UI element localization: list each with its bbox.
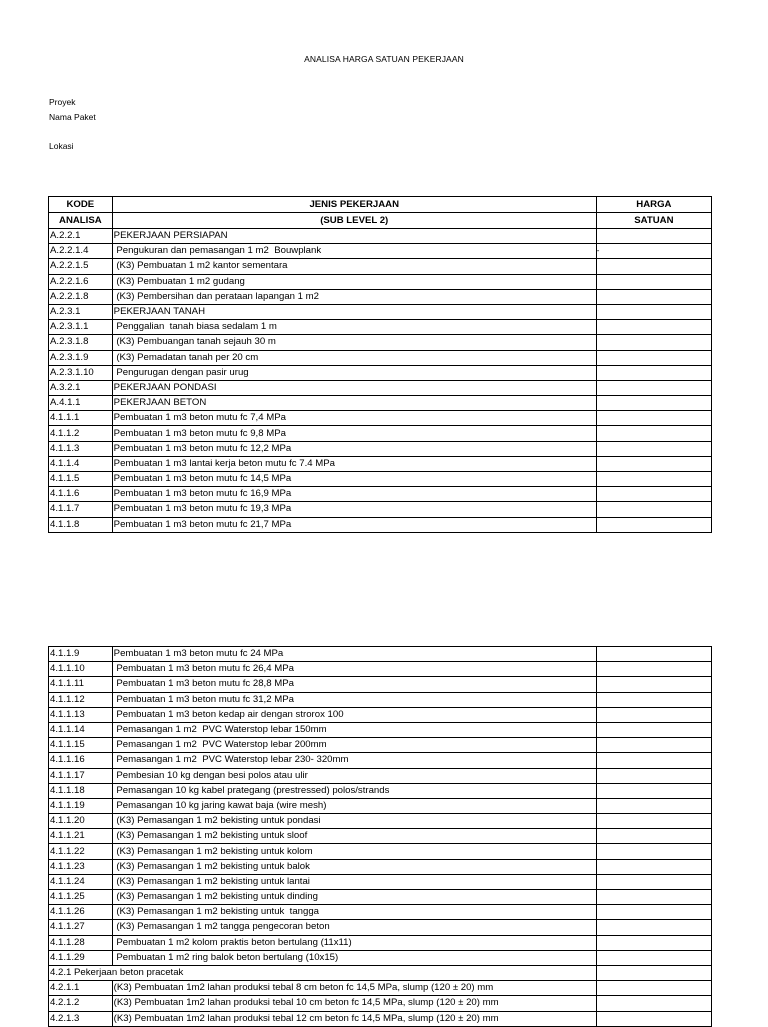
jenis-pekerjaan-cell: (K3) Pemasangan 1 m2 bekisting untuk kolom: [112, 844, 596, 859]
header-analisa: ANALISA: [49, 213, 113, 229]
table-row: [49, 396, 712, 411]
harga-satuan-cell: [596, 647, 711, 662]
jenis-pekerjaan-cell: (K3) Pemasangan 1 m2 bekisting untuk dinding: [112, 890, 596, 905]
kode-analisa-cell: 4.1.1.16: [49, 753, 113, 768]
jenis-pekerjaan-cell: Pembuatan 1 m2 ring balok beton bertulang (10x15): [112, 950, 596, 965]
kode-analisa-cell: 4.1.1.19: [49, 798, 113, 813]
table-body-2: [49, 647, 712, 1027]
jenis-pekerjaan-cell: Pemasangan 10 kg jaring kawat baja (wire mesh): [112, 798, 596, 813]
kode-analisa-cell: 4.2.1.1: [49, 981, 113, 996]
harga-satuan-cell: [596, 502, 711, 517]
jenis-pekerjaan-cell: (K3) Pemasangan 1 m2 bekisting untuk balok: [112, 859, 596, 874]
table-row: [49, 829, 712, 844]
jenis-pekerjaan-cell: (K3) Pembuatan 1m2 lahan produksi tebal 8 cm beton fc 14,5 MPa, slump (120 ± 20) mm: [112, 981, 596, 996]
analysis-table-1: [48, 196, 712, 533]
harga-satuan-cell: [596, 229, 711, 244]
jenis-pekerjaan-cell: Pemasangan 10 kg kabel prategang (prestressed) polos/strands: [112, 783, 596, 798]
harga-satuan-cell: [596, 753, 711, 768]
header-sub-level: (SUB LEVEL 2): [112, 213, 596, 229]
kode-analisa-cell: 4.1.1.20: [49, 814, 113, 829]
harga-satuan-cell: [596, 441, 711, 456]
harga-satuan-cell: [596, 662, 711, 677]
harga-satuan-cell: [596, 950, 711, 965]
harga-satuan-cell: [596, 304, 711, 319]
kode-analisa-cell: A.2.2.1.5: [49, 259, 113, 274]
table-row: [49, 890, 712, 905]
harga-satuan-cell: [596, 487, 711, 502]
harga-satuan-cell: [596, 722, 711, 737]
harga-satuan-cell: [596, 707, 711, 722]
table-row: [49, 981, 712, 996]
jenis-pekerjaan-cell: (K3) Pemasangan 1 m2 tangga pengecoran beton: [112, 920, 596, 935]
jenis-pekerjaan-cell: Pembuatan 1 m3 beton mutu fc 16,9 MPa: [112, 487, 596, 502]
jenis-pekerjaan-cell: PEKERJAAN PONDASI: [112, 380, 596, 395]
jenis-pekerjaan-cell: Penggalian tanah biasa sedalam 1 m: [112, 320, 596, 335]
kode-analisa-cell: 4.1.1.27: [49, 920, 113, 935]
harga-satuan-cell: [596, 289, 711, 304]
kode-analisa-cell: 4.1.1.5: [49, 472, 113, 487]
harga-satuan-cell: [596, 905, 711, 920]
harga-satuan-cell: [596, 874, 711, 889]
jenis-pekerjaan-cell: Pembuatan 1 m3 beton mutu fc 12,2 MPa: [112, 441, 596, 456]
analysis-table-2: [48, 646, 712, 1027]
kode-analisa-cell: 4.1.1.8: [49, 517, 113, 532]
jenis-pekerjaan-cell: (K3) Pembuatan 1 m2 gudang: [112, 274, 596, 289]
kode-analisa-cell: 4.1.1.17: [49, 768, 113, 783]
jenis-pekerjaan-cell: Pembuatan 1 m3 beton kedap air dengan strorox 100: [112, 707, 596, 722]
harga-satuan-cell: [596, 783, 711, 798]
jenis-pekerjaan-cell: (K3) Pemasangan 1 m2 bekisting untuk tangga: [112, 905, 596, 920]
harga-satuan-cell: [596, 738, 711, 753]
jenis-pekerjaan-cell: Pemasangan 1 m2 PVC Waterstop lebar 230- 320mm: [112, 753, 596, 768]
harga-satuan-cell: [596, 920, 711, 935]
table-row: [49, 647, 712, 662]
jenis-pekerjaan-cell: (K3) Pemadatan tanah per 20 cm: [112, 350, 596, 365]
harga-satuan-cell: [596, 981, 711, 996]
page-title: ANALISA HARGA SATUAN PEKERJAAN: [304, 54, 464, 64]
header-jenis-pekerjaan: JENIS PEKERJAAN: [112, 197, 596, 213]
kode-analisa-cell: 4.1.1.23: [49, 859, 113, 874]
kode-analisa-cell: A.2.2.1: [49, 229, 113, 244]
kode-analisa-cell: A.2.2.1.4: [49, 244, 113, 259]
table-row: [49, 783, 712, 798]
jenis-pekerjaan-cell: Pengurugan dengan pasir urug: [112, 365, 596, 380]
table-row: [49, 920, 712, 935]
table-row: [49, 965, 712, 980]
jenis-pekerjaan-cell: (K3) Pembuatan 1m2 lahan produksi tebal 10 cm beton fc 14,5 MPa, slump (120 ± 20) mm: [112, 996, 596, 1011]
header-harga: HARGA: [596, 197, 711, 213]
table-row: [49, 722, 712, 737]
jenis-pekerjaan-cell: (K3) Pembersihan dan perataan lapangan 1 m2: [112, 289, 596, 304]
table-row: [49, 335, 712, 350]
jenis-pekerjaan-cell: Pemasangan 1 m2 PVC Waterstop lebar 200mm: [112, 738, 596, 753]
harga-satuan-cell: [596, 274, 711, 289]
jenis-pekerjaan-cell: Pembesian 10 kg dengan besi polos atau ulir: [112, 768, 596, 783]
harga-satuan-cell: [596, 935, 711, 950]
jenis-pekerjaan-cell: (K3) Pembuangan tanah sejauh 30 m: [112, 335, 596, 350]
jenis-pekerjaan-cell: (K3) Pemasangan 1 m2 bekisting untuk sloof: [112, 829, 596, 844]
kode-analisa-cell: 4.1.1.28: [49, 935, 113, 950]
kode-analisa-cell: A.4.1.1: [49, 396, 113, 411]
kode-analisa-cell: 4.1.1.24: [49, 874, 113, 889]
table-row: [49, 768, 712, 783]
table-row: [49, 662, 712, 677]
jenis-pekerjaan-cell: Pembuatan 1 m3 beton mutu fc 14,5 MPa: [112, 472, 596, 487]
kode-analisa-cell: A.2.3.1: [49, 304, 113, 319]
harga-satuan-cell: [596, 472, 711, 487]
harga-satuan-cell: [596, 411, 711, 426]
table-row: [49, 707, 712, 722]
kode-analisa-cell: 4.1.1.11: [49, 677, 113, 692]
kode-analisa-cell: 4.1.1.6: [49, 487, 113, 502]
kode-analisa-cell: 4.1.1.29: [49, 950, 113, 965]
table-row: [49, 487, 712, 502]
kode-analisa-cell: A.3.2.1: [49, 380, 113, 395]
table-row: [49, 692, 712, 707]
harga-satuan-cell: [596, 335, 711, 350]
header-satuan: SATUAN: [596, 213, 711, 229]
jenis-pekerjaan-cell: Pemasangan 1 m2 PVC Waterstop lebar 150mm: [112, 722, 596, 737]
header-kode: KODE: [49, 197, 113, 213]
table-row: [49, 905, 712, 920]
jenis-pekerjaan-cell: Pembuatan 1 m3 beton mutu fc 24 MPa: [112, 647, 596, 662]
table-row: [49, 411, 712, 426]
table-row: [49, 259, 712, 274]
table-row: [49, 950, 712, 965]
table-row: [49, 350, 712, 365]
proyek-label: Proyek: [49, 97, 76, 107]
harga-satuan-cell: -: [596, 244, 711, 259]
jenis-pekerjaan-cell: (K3) Pemasangan 1 m2 bekisting untuk pondasi: [112, 814, 596, 829]
table-row: [49, 472, 712, 487]
table-row: [49, 229, 712, 244]
table-row: [49, 274, 712, 289]
harga-satuan-cell: [596, 844, 711, 859]
jenis-pekerjaan-cell: Pembuatan 1 m3 beton mutu fc 21,7 MPa: [112, 517, 596, 532]
jenis-pekerjaan-cell: (K3) Pemasangan 1 m2 bekisting untuk lantai: [112, 874, 596, 889]
table-row: [49, 753, 712, 768]
jenis-pekerjaan-cell: Pembuatan 1 m3 beton mutu fc 26,4 MPa: [112, 662, 596, 677]
jenis-pekerjaan-cell: Pembuatan 1 m3 beton mutu fc 19,3 MPa: [112, 502, 596, 517]
harga-satuan-cell: [596, 859, 711, 874]
jenis-pekerjaan-cell: Pembuatan 1 m3 lantai kerja beton mutu fc 7.4 MPa: [112, 456, 596, 471]
kode-analisa-cell: 4.1.1.26: [49, 905, 113, 920]
table-row: [49, 859, 712, 874]
harga-satuan-cell: [596, 365, 711, 380]
jenis-pekerjaan-cell: Pembuatan 1 m2 kolom praktis beton bertulang (11x11): [112, 935, 596, 950]
table-row: [49, 244, 712, 259]
table-row: [49, 935, 712, 950]
harga-satuan-cell: [596, 259, 711, 274]
kode-analisa-cell: A.2.3.1.8: [49, 335, 113, 350]
harga-satuan-cell: [596, 677, 711, 692]
jenis-pekerjaan-cell: Pengukuran dan pemasangan 1 m2 Bouwplank: [112, 244, 596, 259]
kode-analisa-cell: 4.1.1.1: [49, 411, 113, 426]
kode-analisa-cell: 4.1.1.12: [49, 692, 113, 707]
kode-analisa-cell: 4.1.1.3: [49, 441, 113, 456]
jenis-pekerjaan-cell: Pembuatan 1 m3 beton mutu fc 31,2 MPa: [112, 692, 596, 707]
table-row: [49, 738, 712, 753]
table-row: [49, 996, 712, 1011]
table-row: [49, 426, 712, 441]
table-row: [49, 304, 712, 319]
kode-analisa-cell: 4.1.1.14: [49, 722, 113, 737]
table-header-row-2: [49, 213, 712, 229]
kode-analisa-cell: A.2.2.1.6: [49, 274, 113, 289]
harga-satuan-cell: [596, 965, 711, 980]
kode-analisa-cell: 4.2.1.2: [49, 996, 113, 1011]
kode-analisa-cell: A.2.3.1.10: [49, 365, 113, 380]
table-row: [49, 502, 712, 517]
table-row: [49, 844, 712, 859]
harga-satuan-cell: [596, 350, 711, 365]
jenis-pekerjaan-cell: (K3) Pembuatan 1 m2 kantor sementara: [112, 259, 596, 274]
table-body-1: [49, 229, 712, 533]
jenis-pekerjaan-cell: PEKERJAAN TANAH: [112, 304, 596, 319]
jenis-pekerjaan-cell: (K3) Pembuatan 1m2 lahan produksi tebal 12 cm beton fc 14,5 MPa, slump (120 ± 20) mm: [112, 1011, 596, 1026]
nama-paket-label: Nama Paket: [49, 112, 96, 122]
kode-analisa-cell: A.2.3.1.9: [49, 350, 113, 365]
table-row: [49, 441, 712, 456]
kode-analisa-cell: 4.1.1.21: [49, 829, 113, 844]
kode-analisa-cell: 4.1.1.7: [49, 502, 113, 517]
table-header-row-1: [49, 197, 712, 213]
jenis-pekerjaan-cell: PEKERJAAN BETON: [112, 396, 596, 411]
kode-analisa-cell: 4.1.1.4: [49, 456, 113, 471]
harga-satuan-cell: [596, 814, 711, 829]
harga-satuan-cell: [596, 380, 711, 395]
kode-analisa-cell: 4.1.1.15: [49, 738, 113, 753]
harga-satuan-cell: [596, 426, 711, 441]
kode-analisa-cell: A.2.2.1.8: [49, 289, 113, 304]
table-row: [49, 289, 712, 304]
jenis-pekerjaan-cell: PEKERJAAN PERSIAPAN: [112, 229, 596, 244]
harga-satuan-cell: [596, 768, 711, 783]
table-row: [49, 456, 712, 471]
table-row: [49, 380, 712, 395]
harga-satuan-cell: [596, 320, 711, 335]
harga-satuan-cell: [596, 396, 711, 411]
harga-satuan-cell: [596, 890, 711, 905]
harga-satuan-cell: [596, 517, 711, 532]
kode-analisa-cell: 4.1.1.18: [49, 783, 113, 798]
kode-analisa-cell: 4.2.1.3: [49, 1011, 113, 1026]
table-row: [49, 365, 712, 380]
table-row: [49, 798, 712, 813]
jenis-pekerjaan-cell: Pembuatan 1 m3 beton mutu fc 7,4 MPa: [112, 411, 596, 426]
table-row: [49, 517, 712, 532]
kode-analisa-cell: 4.1.1.2: [49, 426, 113, 441]
kode-analisa-cell: 4.1.1.9: [49, 647, 113, 662]
lokasi-label: Lokasi: [49, 141, 74, 151]
jenis-pekerjaan-cell: Pembuatan 1 m3 beton mutu fc 9,8 MPa: [112, 426, 596, 441]
kode-analisa-cell: A.2.3.1.1: [49, 320, 113, 335]
harga-satuan-cell: [596, 692, 711, 707]
table-row: [49, 814, 712, 829]
section-title-cell: 4.2.1 Pekerjaan beton pracetak: [49, 965, 597, 980]
kode-analisa-cell: 4.1.1.10: [49, 662, 113, 677]
harga-satuan-cell: [596, 829, 711, 844]
harga-satuan-cell: [596, 798, 711, 813]
harga-satuan-cell: [596, 996, 711, 1011]
kode-analisa-cell: 4.1.1.13: [49, 707, 113, 722]
table-row: [49, 320, 712, 335]
kode-analisa-cell: 4.1.1.25: [49, 890, 113, 905]
kode-analisa-cell: 4.1.1.22: [49, 844, 113, 859]
harga-satuan-cell: [596, 456, 711, 471]
jenis-pekerjaan-cell: Pembuatan 1 m3 beton mutu fc 28,8 MPa: [112, 677, 596, 692]
table-row: [49, 874, 712, 889]
table-row: [49, 677, 712, 692]
